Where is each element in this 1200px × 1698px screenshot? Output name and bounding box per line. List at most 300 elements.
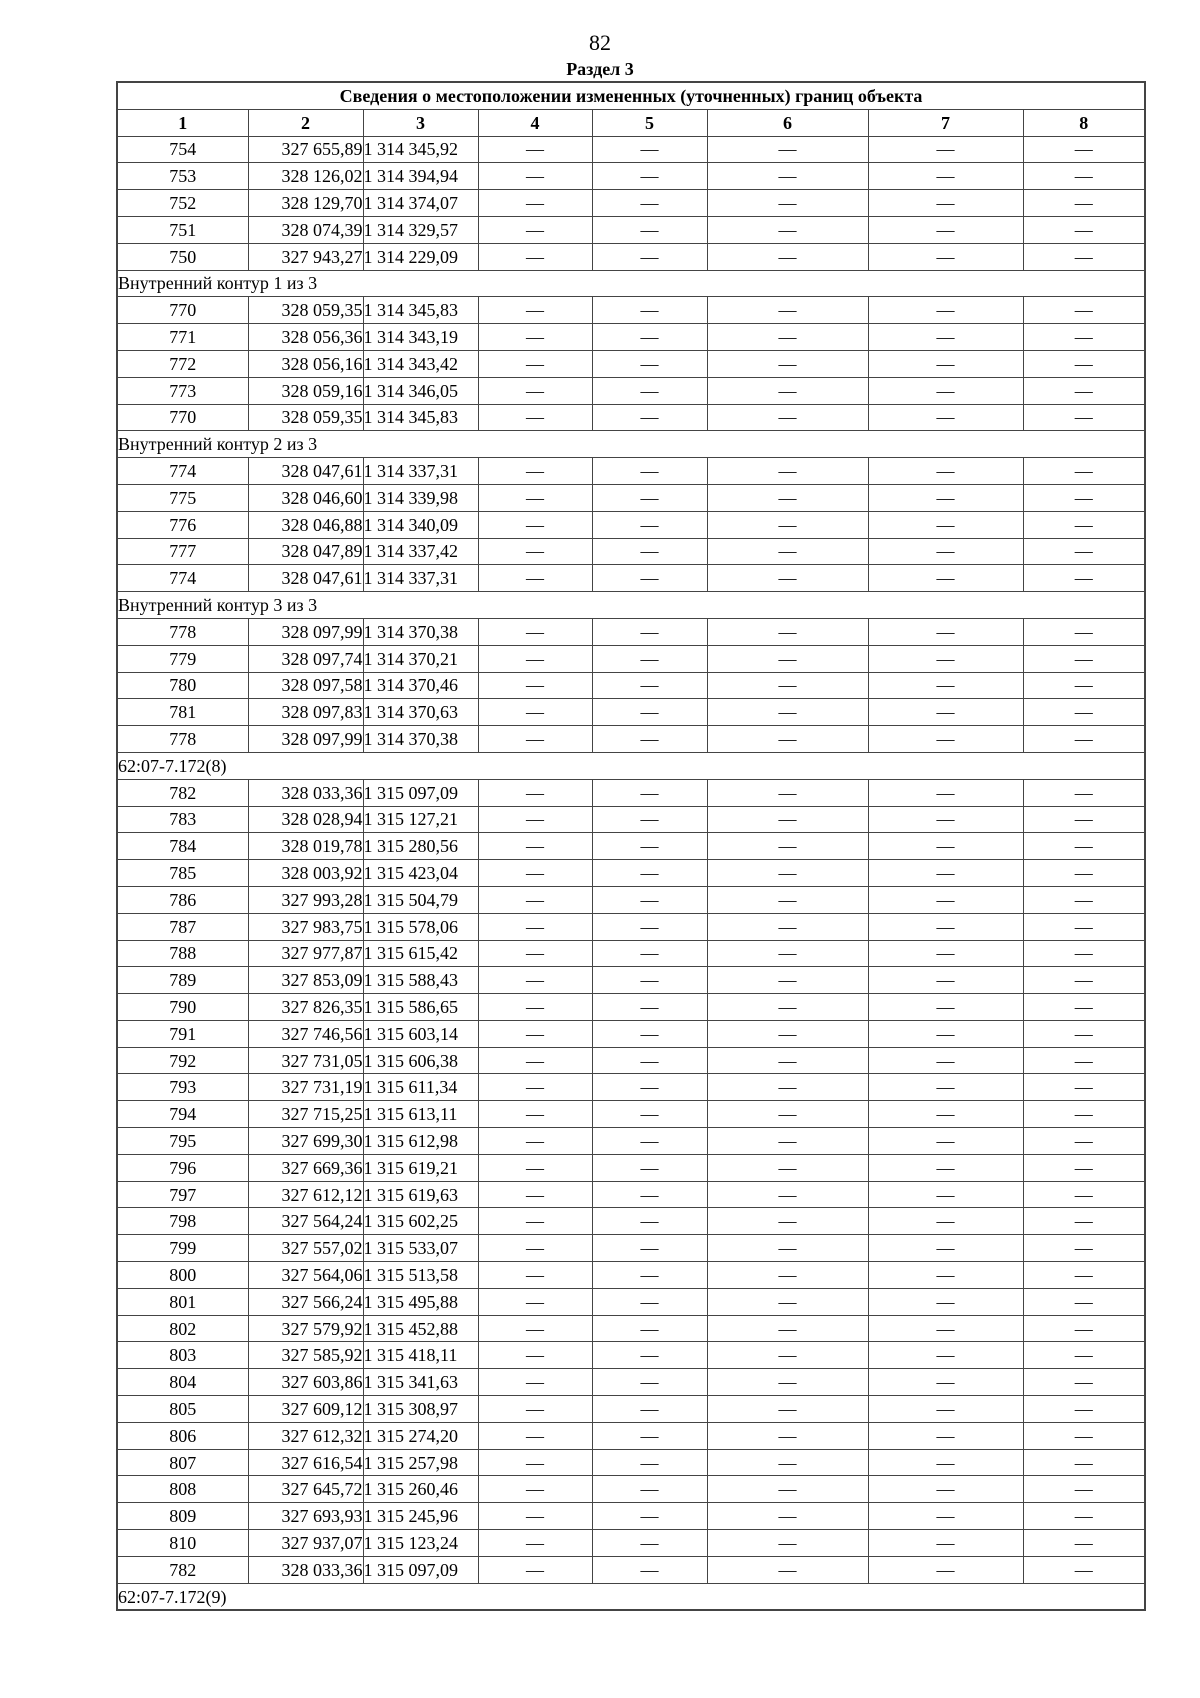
x-coordinate-cell: 327 669,36 [248,1154,363,1181]
y-coordinate-cell: 1 315 513,58 [363,1262,478,1289]
empty-value-dash: — [707,913,868,940]
y-coordinate-cell: 1 314 370,21 [363,645,478,672]
empty-value-dash: — [868,1235,1023,1262]
table-row [117,1288,1145,1315]
empty-value-dash: — [478,913,592,940]
empty-value-dash: — [592,913,707,940]
y-coordinate-cell: 1 314 340,09 [363,511,478,538]
table-row [117,1369,1145,1396]
empty-value-dash: — [868,1342,1023,1369]
x-coordinate-cell: 327 645,72 [248,1476,363,1503]
empty-value-dash: — [478,190,592,217]
empty-value-dash: — [592,860,707,887]
empty-value-dash: — [478,377,592,404]
empty-value-dash: — [707,458,868,485]
y-coordinate-cell: 1 315 619,63 [363,1181,478,1208]
empty-value-dash: — [478,940,592,967]
empty-value-dash: — [868,833,1023,860]
table-row [117,1128,1145,1155]
empty-value-dash: — [1023,1074,1145,1101]
empty-value-dash: — [868,1101,1023,1128]
empty-value-dash: — [478,1074,592,1101]
empty-value-dash: — [868,726,1023,753]
x-coordinate-cell: 328 074,39 [248,216,363,243]
point-number-cell: 752 [117,190,248,217]
empty-value-dash: — [707,1101,868,1128]
empty-value-dash: — [868,806,1023,833]
table-caption: Сведения о местоположении измененных (уточненных) границ объекта [117,82,1145,109]
table-row [117,1181,1145,1208]
empty-value-dash: — [592,458,707,485]
table-row [117,1422,1145,1449]
x-coordinate-cell: 328 059,35 [248,404,363,431]
empty-value-dash: — [868,1476,1023,1503]
point-number-cell: 797 [117,1181,248,1208]
empty-value-dash: — [868,1262,1023,1289]
empty-value-dash: — [868,404,1023,431]
empty-value-dash: — [592,1556,707,1583]
column-header: 1 [117,109,248,136]
empty-value-dash: — [1023,833,1145,860]
empty-value-dash: — [592,1181,707,1208]
empty-value-dash: — [707,1047,868,1074]
x-coordinate-cell: 327 731,19 [248,1074,363,1101]
empty-value-dash: — [868,860,1023,887]
empty-value-dash: — [478,484,592,511]
y-coordinate-cell: 1 314 337,31 [363,565,478,592]
contour-group-row [117,1583,1145,1610]
empty-value-dash: — [1023,458,1145,485]
empty-value-dash: — [592,1262,707,1289]
empty-value-dash: — [868,324,1023,351]
empty-value-dash: — [707,645,868,672]
empty-value-dash: — [592,1154,707,1181]
table-row [117,1262,1145,1289]
empty-value-dash: — [592,324,707,351]
empty-value-dash: — [592,779,707,806]
point-number-cell: 770 [117,404,248,431]
empty-value-dash: — [478,538,592,565]
empty-value-dash: — [707,618,868,645]
empty-value-dash: — [592,377,707,404]
empty-value-dash: — [868,1530,1023,1557]
table-row [117,511,1145,538]
x-coordinate-cell: 328 097,83 [248,699,363,726]
empty-value-dash: — [1023,511,1145,538]
y-coordinate-cell: 1 314 343,19 [363,324,478,351]
empty-value-dash: — [478,1530,592,1557]
x-coordinate-cell: 327 609,12 [248,1396,363,1423]
x-coordinate-cell: 328 046,60 [248,484,363,511]
empty-value-dash: — [592,1208,707,1235]
point-number-cell: 774 [117,565,248,592]
point-number-cell: 785 [117,860,248,887]
table-row [117,163,1145,190]
contour-group-label: Внутренний контур 1 из 3 [117,270,1145,297]
empty-value-dash: — [1023,1396,1145,1423]
x-coordinate-cell: 328 097,58 [248,672,363,699]
empty-value-dash: — [1023,645,1145,672]
empty-value-dash: — [1023,860,1145,887]
empty-value-dash: — [868,994,1023,1021]
point-number-cell: 805 [117,1396,248,1423]
page-number: 82 [589,30,611,55]
empty-value-dash: — [707,297,868,324]
empty-value-dash: — [868,1422,1023,1449]
empty-value-dash: — [1023,726,1145,753]
point-number-cell: 794 [117,1101,248,1128]
y-coordinate-cell: 1 315 504,79 [363,886,478,913]
y-coordinate-cell: 1 315 097,09 [363,1556,478,1583]
empty-value-dash: — [592,243,707,270]
point-number-cell: 787 [117,913,248,940]
empty-value-dash: — [1023,1128,1145,1155]
point-number-cell: 770 [117,297,248,324]
table-row [117,994,1145,1021]
empty-value-dash: — [707,967,868,994]
empty-value-dash: — [478,1476,592,1503]
empty-value-dash: — [478,1288,592,1315]
point-number-cell: 807 [117,1449,248,1476]
table-row [117,1342,1145,1369]
point-number-cell: 779 [117,645,248,672]
y-coordinate-cell: 1 314 370,63 [363,699,478,726]
empty-value-dash: — [868,216,1023,243]
column-header: 7 [868,109,1023,136]
empty-value-dash: — [478,297,592,324]
point-number-cell: 789 [117,967,248,994]
empty-value-dash: — [868,1503,1023,1530]
y-coordinate-cell: 1 314 345,92 [363,136,478,163]
empty-value-dash: — [592,565,707,592]
empty-value-dash: — [868,1556,1023,1583]
x-coordinate-cell: 327 993,28 [248,886,363,913]
x-coordinate-cell: 327 579,92 [248,1315,363,1342]
empty-value-dash: — [707,377,868,404]
y-coordinate-cell: 1 314 343,42 [363,350,478,377]
empty-value-dash: — [868,458,1023,485]
empty-value-dash: — [478,458,592,485]
y-coordinate-cell: 1 315 495,88 [363,1288,478,1315]
empty-value-dash: — [707,1128,868,1155]
column-header-row [117,109,1145,136]
y-coordinate-cell: 1 315 588,43 [363,967,478,994]
empty-value-dash: — [868,672,1023,699]
contour-group-row [117,592,1145,619]
empty-value-dash: — [868,1074,1023,1101]
empty-value-dash: — [478,243,592,270]
table-row [117,1503,1145,1530]
point-number-cell: 802 [117,1315,248,1342]
empty-value-dash: — [868,699,1023,726]
empty-value-dash: — [868,565,1023,592]
empty-value-dash: — [1023,243,1145,270]
empty-value-dash: — [592,726,707,753]
x-coordinate-cell: 328 056,16 [248,350,363,377]
empty-value-dash: — [707,565,868,592]
empty-value-dash: — [868,618,1023,645]
y-coordinate-cell: 1 314 346,05 [363,377,478,404]
empty-value-dash: — [707,1074,868,1101]
empty-value-dash: — [1023,377,1145,404]
empty-value-dash: — [868,913,1023,940]
empty-value-dash: — [592,1449,707,1476]
empty-value-dash: — [707,350,868,377]
empty-value-dash: — [1023,699,1145,726]
empty-value-dash: — [707,779,868,806]
x-coordinate-cell: 328 019,78 [248,833,363,860]
table-row [117,886,1145,913]
empty-value-dash: — [478,1020,592,1047]
empty-value-dash: — [707,1449,868,1476]
y-coordinate-cell: 1 315 274,20 [363,1422,478,1449]
x-coordinate-cell: 327 566,24 [248,1288,363,1315]
point-number-cell: 793 [117,1074,248,1101]
empty-value-dash: — [1023,967,1145,994]
empty-value-dash: — [707,511,868,538]
point-number-cell: 784 [117,833,248,860]
empty-value-dash: — [478,1342,592,1369]
table-row [117,136,1145,163]
point-number-cell: 780 [117,672,248,699]
empty-value-dash: — [478,1503,592,1530]
empty-value-dash: — [592,538,707,565]
empty-value-dash: — [592,886,707,913]
empty-value-dash: — [868,967,1023,994]
empty-value-dash: — [1023,1449,1145,1476]
empty-value-dash: — [478,806,592,833]
empty-value-dash: — [592,404,707,431]
y-coordinate-cell: 1 315 260,46 [363,1476,478,1503]
point-number-cell: 774 [117,458,248,485]
empty-value-dash: — [707,1262,868,1289]
empty-value-dash: — [478,1262,592,1289]
empty-value-dash: — [478,1101,592,1128]
empty-value-dash: — [478,1235,592,1262]
empty-value-dash: — [1023,1288,1145,1315]
point-number-cell: 798 [117,1208,248,1235]
table-row [117,297,1145,324]
x-coordinate-cell: 327 564,06 [248,1262,363,1289]
point-number-cell: 806 [117,1422,248,1449]
empty-value-dash: — [478,699,592,726]
empty-value-dash: — [707,1315,868,1342]
empty-value-dash: — [478,779,592,806]
contour-group-label: 62:07-7.172(9) [117,1583,1145,1610]
table-row [117,1235,1145,1262]
y-coordinate-cell: 1 315 280,56 [363,833,478,860]
empty-value-dash: — [1023,994,1145,1021]
empty-value-dash: — [868,1396,1023,1423]
empty-value-dash: — [868,940,1023,967]
empty-value-dash: — [707,190,868,217]
y-coordinate-cell: 1 315 603,14 [363,1020,478,1047]
x-coordinate-cell: 328 097,74 [248,645,363,672]
empty-value-dash: — [1023,886,1145,913]
y-coordinate-cell: 1 314 339,98 [363,484,478,511]
empty-value-dash: — [478,1128,592,1155]
empty-value-dash: — [478,1396,592,1423]
empty-value-dash: — [592,1128,707,1155]
empty-value-dash: — [1023,297,1145,324]
empty-value-dash: — [1023,806,1145,833]
empty-value-dash: — [478,350,592,377]
empty-value-dash: — [1023,484,1145,511]
empty-value-dash: — [478,672,592,699]
empty-value-dash: — [707,163,868,190]
empty-value-dash: — [707,324,868,351]
point-number-cell: 772 [117,350,248,377]
empty-value-dash: — [707,484,868,511]
table-row [117,243,1145,270]
empty-value-dash: — [1023,618,1145,645]
empty-value-dash: — [707,1288,868,1315]
empty-value-dash: — [592,1047,707,1074]
y-coordinate-cell: 1 315 341,63 [363,1369,478,1396]
point-number-cell: 801 [117,1288,248,1315]
empty-value-dash: — [478,1449,592,1476]
y-coordinate-cell: 1 315 245,96 [363,1503,478,1530]
table-row [117,1449,1145,1476]
empty-value-dash: — [1023,940,1145,967]
y-coordinate-cell: 1 314 337,42 [363,538,478,565]
empty-value-dash: — [707,1208,868,1235]
empty-value-dash: — [868,377,1023,404]
x-coordinate-cell: 327 826,35 [248,994,363,1021]
empty-value-dash: — [1023,1422,1145,1449]
y-coordinate-cell: 1 315 257,98 [363,1449,478,1476]
point-number-cell: 804 [117,1369,248,1396]
empty-value-dash: — [592,645,707,672]
empty-value-dash: — [592,163,707,190]
empty-value-dash: — [868,1154,1023,1181]
x-coordinate-cell: 327 557,02 [248,1235,363,1262]
table-row [117,967,1145,994]
point-number-cell: 781 [117,699,248,726]
empty-value-dash: — [707,1020,868,1047]
empty-value-dash: — [1023,1020,1145,1047]
empty-value-dash: — [592,940,707,967]
column-header: 6 [707,109,868,136]
empty-value-dash: — [1023,1262,1145,1289]
empty-value-dash: — [707,404,868,431]
point-number-cell: 792 [117,1047,248,1074]
empty-value-dash: — [592,672,707,699]
point-number-cell: 800 [117,1262,248,1289]
point-number-cell: 773 [117,377,248,404]
empty-value-dash: — [478,860,592,887]
table-row [117,458,1145,485]
y-coordinate-cell: 1 315 452,88 [363,1315,478,1342]
y-coordinate-cell: 1 314 370,38 [363,618,478,645]
table-body [117,136,1145,1610]
point-number-cell: 791 [117,1020,248,1047]
empty-value-dash: — [868,190,1023,217]
empty-value-dash: — [868,1128,1023,1155]
empty-value-dash: — [1023,163,1145,190]
y-coordinate-cell: 1 314 229,09 [363,243,478,270]
point-number-cell: 788 [117,940,248,967]
x-coordinate-cell: 327 603,86 [248,1369,363,1396]
table-row [117,1047,1145,1074]
x-coordinate-cell: 328 033,36 [248,1556,363,1583]
table-row [117,324,1145,351]
empty-value-dash: — [592,136,707,163]
x-coordinate-cell: 328 129,70 [248,190,363,217]
empty-value-dash: — [707,1503,868,1530]
empty-value-dash: — [1023,672,1145,699]
x-coordinate-cell: 327 612,12 [248,1181,363,1208]
empty-value-dash: — [592,1020,707,1047]
empty-value-dash: — [592,297,707,324]
x-coordinate-cell: 328 047,89 [248,538,363,565]
y-coordinate-cell: 1 314 370,46 [363,672,478,699]
x-coordinate-cell: 328 028,94 [248,806,363,833]
x-coordinate-cell: 328 033,36 [248,779,363,806]
table-row [117,216,1145,243]
x-coordinate-cell: 327 693,93 [248,1503,363,1530]
empty-value-dash: — [478,645,592,672]
empty-value-dash: — [707,994,868,1021]
point-number-cell: 809 [117,1503,248,1530]
empty-value-dash: — [868,484,1023,511]
table-row [117,1476,1145,1503]
table-row [117,538,1145,565]
point-number-cell: 808 [117,1476,248,1503]
empty-value-dash: — [478,1154,592,1181]
x-coordinate-cell: 328 097,99 [248,618,363,645]
point-number-cell: 751 [117,216,248,243]
empty-value-dash: — [478,726,592,753]
x-coordinate-cell: 328 126,02 [248,163,363,190]
empty-value-dash: — [707,216,868,243]
y-coordinate-cell: 1 315 123,24 [363,1530,478,1557]
table-row [117,833,1145,860]
empty-value-dash: — [478,136,592,163]
x-coordinate-cell: 327 731,05 [248,1047,363,1074]
empty-value-dash: — [1023,565,1145,592]
point-number-cell: 771 [117,324,248,351]
table-row [117,565,1145,592]
empty-value-dash: — [592,1396,707,1423]
empty-value-dash: — [478,1422,592,1449]
empty-value-dash: — [478,1047,592,1074]
table-row [117,484,1145,511]
empty-value-dash: — [707,699,868,726]
empty-value-dash: — [707,672,868,699]
y-coordinate-cell: 1 315 612,98 [363,1128,478,1155]
empty-value-dash: — [478,1208,592,1235]
x-coordinate-cell: 327 943,27 [248,243,363,270]
empty-value-dash: — [868,1047,1023,1074]
y-coordinate-cell: 1 314 329,57 [363,216,478,243]
empty-value-dash: — [868,538,1023,565]
point-number-cell: 782 [117,779,248,806]
x-coordinate-cell: 327 715,25 [248,1101,363,1128]
empty-value-dash: — [478,511,592,538]
y-coordinate-cell: 1 315 308,97 [363,1396,478,1423]
x-coordinate-cell: 327 853,09 [248,967,363,994]
empty-value-dash: — [1023,404,1145,431]
empty-value-dash: — [1023,190,1145,217]
x-coordinate-cell: 328 056,36 [248,324,363,351]
contour-group-label: 62:07-7.172(8) [117,752,1145,779]
x-coordinate-cell: 327 616,54 [248,1449,363,1476]
point-number-cell: 783 [117,806,248,833]
empty-value-dash: — [592,806,707,833]
y-coordinate-cell: 1 315 127,21 [363,806,478,833]
empty-value-dash: — [868,297,1023,324]
